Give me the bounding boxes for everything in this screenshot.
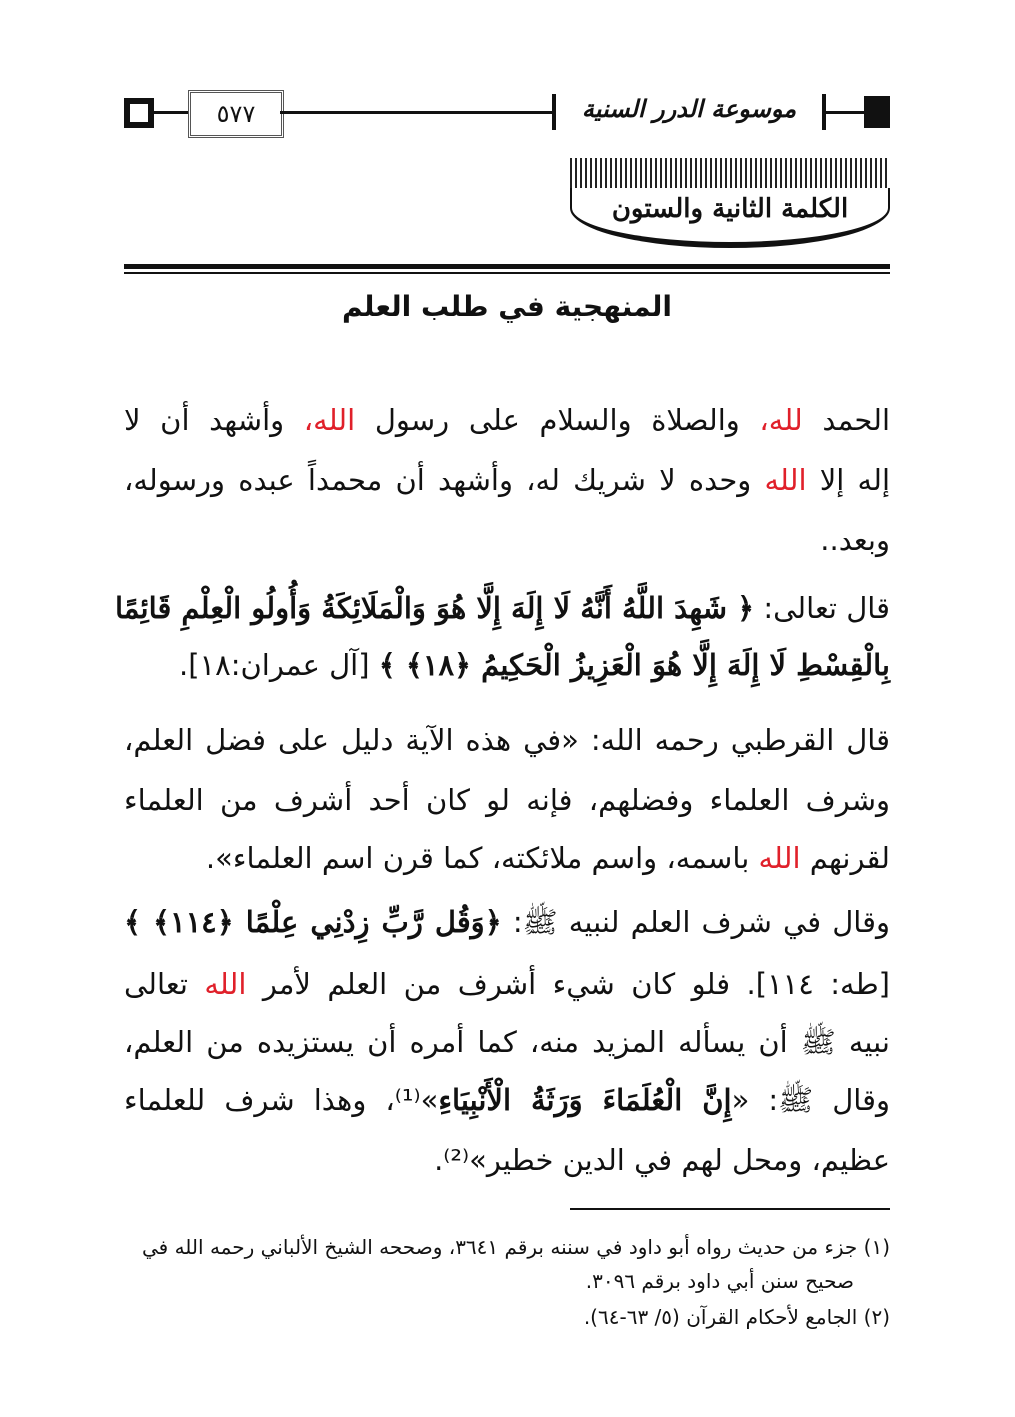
- page-number: [188, 90, 284, 138]
- text-segment: إله إلا: [806, 463, 890, 497]
- text-line: [124, 833, 890, 883]
- text-line: [124, 640, 890, 690]
- text-line: [124, 715, 890, 765]
- text-segment: والصلاة والسلام على رسول: [355, 403, 760, 437]
- text-line: [124, 897, 890, 947]
- quran-verse: ﴿وَقُل رَّبِّ زِدْنِي عِلْمًا ﴿١١٤﴾ ﴾: [124, 905, 502, 939]
- series-logo: موسوعة الدرر السنية: [581, 94, 797, 123]
- footnote-1-continued: صحيح سنن أبي داود برقم ٣٠٩٦.: [585, 1269, 854, 1293]
- text-line: [124, 959, 890, 1009]
- text-segment: »⁽¹⁾، وهذا شرف للعلماء: [124, 1083, 439, 1117]
- text-line: [124, 515, 890, 565]
- footnote-2: (٢) الجامع لأحكام القرآن (٥/ ٦٣-٦٤).: [583, 1305, 890, 1329]
- text-line: [124, 1075, 890, 1125]
- header-line-right: [826, 111, 864, 114]
- header-rule: [124, 264, 890, 269]
- text-segment: عظيم، ومحل لهم في الدين خطير»⁽²⁾.: [434, 1143, 890, 1177]
- text-segment: باسمه، واسم ملائكته، كما قرن اسم العلماء».: [205, 841, 759, 875]
- quran-verse: بِالْقِسْطِ لَا إِلَهَ إِلَّا هُوَ الْعَزِيزُ الْحَكِيمُ ﴿١٨﴾ ﴾: [378, 648, 890, 682]
- divine-name: الله: [758, 841, 801, 875]
- text-line: [124, 455, 890, 505]
- divine-name: الله: [764, 463, 807, 497]
- text-segment: وحده لا شريك له، وأشهد أن محمداً عبده ورسوله،: [124, 463, 765, 497]
- text-segment: وشرف العلماء وفضلهم، فإنه لو كان أحد أشرف من العلماء: [124, 783, 890, 817]
- header-rule-thin: [124, 272, 890, 274]
- header-square-right: [864, 96, 890, 128]
- footnote-1: (١) جزء من حديث رواه أبو داود في سننه برقم ٣٦٤١، وصححه الشيخ الألباني رحمه الله في: [142, 1235, 890, 1259]
- divine-name: لله،: [759, 403, 803, 437]
- divine-name: الله،: [303, 403, 356, 437]
- page-title: المنهجية في طلب العلم: [341, 290, 673, 323]
- text-segment: قال القرطبي رحمه الله: «في هذه الآية دليل على فضل العلم،: [124, 723, 890, 757]
- page-number-text: ٥٧٧: [216, 100, 256, 128]
- text-line: [124, 1017, 890, 1067]
- text-segment: [طه: ١١٤]. فلو كان شيء أشرف من العلم لأمر: [246, 967, 890, 1001]
- text-segment: وقال في شرف العلم لنبيه ﷺ:: [501, 905, 891, 939]
- text-segment: قال تعالى:: [754, 591, 890, 625]
- text-line: [124, 775, 890, 825]
- text-segment: وقال ﷺ: «: [731, 1083, 891, 1117]
- text-segment: [آل عمران:١٨].: [179, 648, 379, 682]
- text-segment: وبعد..: [820, 523, 890, 557]
- text-line: [124, 1135, 890, 1185]
- hadith-quote: إِنَّ الْعُلَمَاءَ وَرَثَةُ الْأَنْبِيَاءِ: [438, 1083, 732, 1117]
- chapter-title: الكلمة الثانية والستون: [611, 194, 849, 224]
- chapter-banner: [570, 158, 890, 248]
- divine-name: الله: [204, 967, 247, 1001]
- header-line-middle: [280, 111, 552, 114]
- text-line: [124, 395, 890, 445]
- header-bar: [552, 94, 556, 130]
- text-segment: لقرنهم: [800, 841, 890, 875]
- text-segment: نبيه ﷺ أن يسأله المزيد منه، كما أمره أن يستزيده من العلم،: [124, 1025, 890, 1059]
- text-segment: وأشهد أن لا: [124, 403, 304, 437]
- header-line-left: [154, 111, 188, 114]
- text-segment: تعالى: [124, 967, 205, 1001]
- text-segment: الحمد: [802, 403, 891, 437]
- header-square-left: [124, 98, 154, 128]
- quran-verse: ﴿ شَهِدَ اللَّهُ أَنَّهُ لَا إِلَهَ إِلَّا هُوَ وَالْمَلَائِكَةُ وَأُولُو الْعِلْمِ قَائِمًا: [114, 591, 755, 625]
- text-line: [114, 583, 890, 633]
- footnote-separator: [570, 1208, 890, 1210]
